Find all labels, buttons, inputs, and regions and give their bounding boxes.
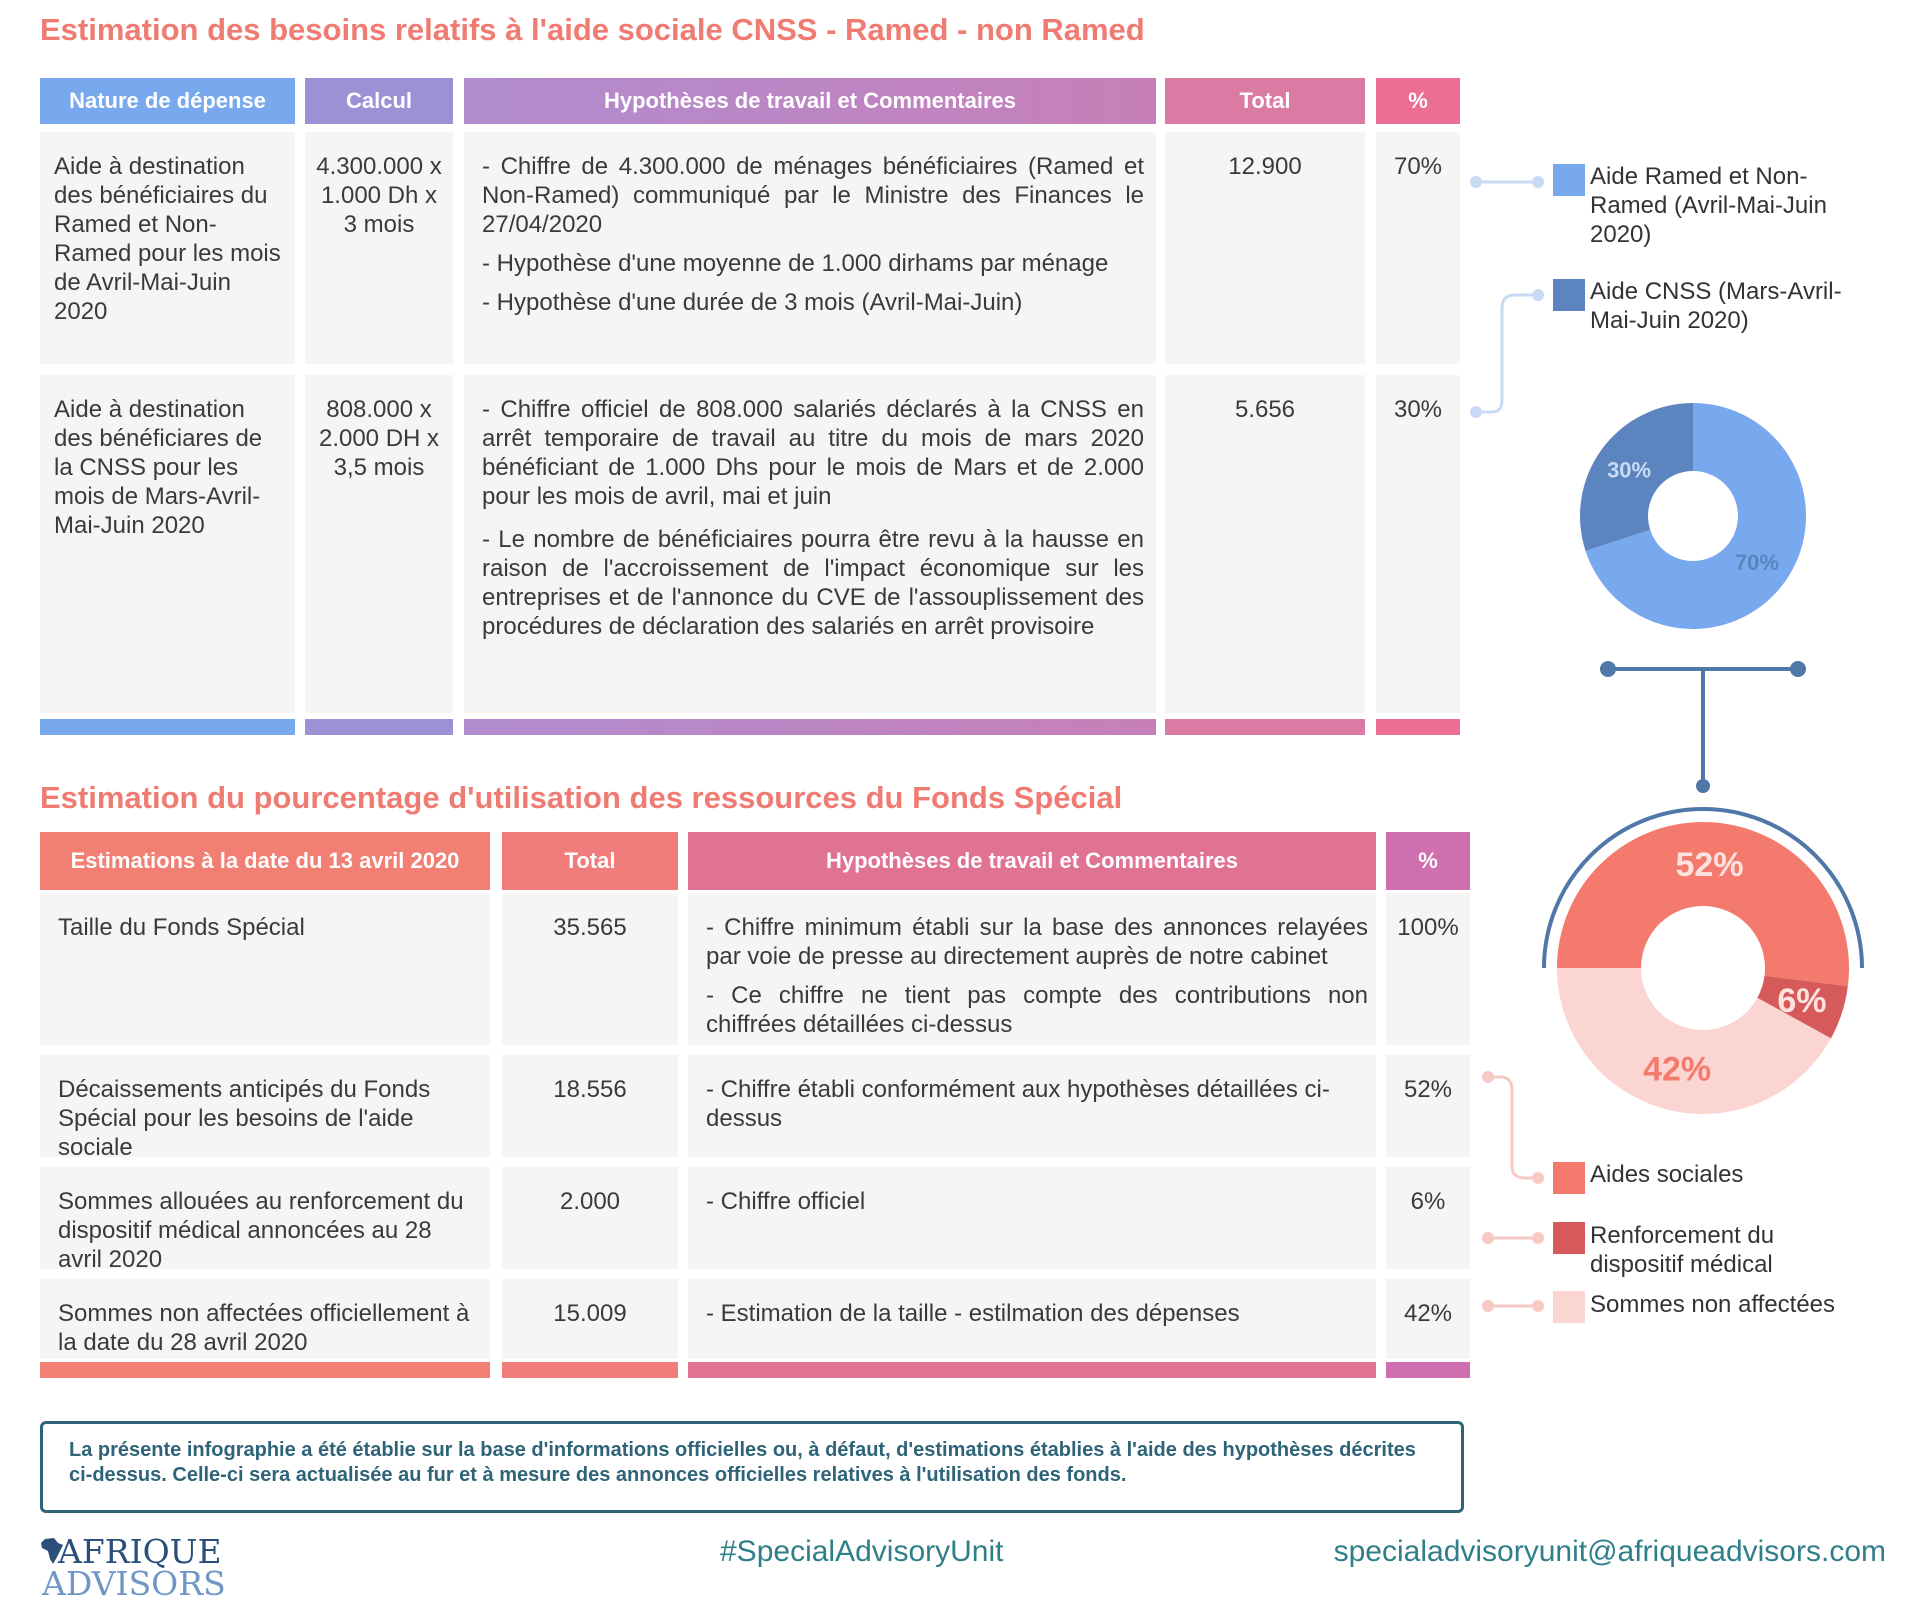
- legend-swatch-non-affectees: [1553, 1291, 1585, 1323]
- legend-swatch-cnss: [1553, 279, 1585, 311]
- s1-row2-hyp1: - Chiffre officiel de 808.000 salariés déclarés à la CNSS en arrêt temporaire de travail au titre du mois de mars 2020 bénéficiant de 1.000 Dhs pour le mois de Mars et de 2.000 pour les mois de avril, mai et juin: [482, 396, 1144, 510]
- s2-row1-hyp1: - Chiffre minimum établi sur la base des annonces relayées par voie de presse au directement auprès de notre cabinet: [706, 914, 1368, 970]
- s2-row1-label: Taille du Fonds Spécial: [40, 893, 490, 1045]
- section1-title: Estimation des besoins relatifs à l'aide sociale CNSS - Ramed - non Ramed: [40, 12, 1145, 47]
- logo-line1: AFRIQUE: [58, 1532, 222, 1571]
- legend-swatch-aides-sociales: [1553, 1162, 1585, 1194]
- legend-label-cnss: Aide CNSS (Mars-Avril-Mai-Juin 2020): [1590, 278, 1842, 334]
- pie-chart-aides: [1580, 403, 1806, 629]
- pie2-label-0: 52%: [1675, 846, 1744, 885]
- s1-row2-calcul: 808.000 x 2.000 DH x 3,5 mois: [305, 375, 453, 713]
- legend-swatch-renforcement: [1553, 1222, 1585, 1254]
- s1-bar-hypotheses: [464, 719, 1156, 735]
- header-total: Total: [1165, 78, 1365, 124]
- connector-aides-sociales: [1482, 1071, 1544, 1184]
- header-total2: Total: [502, 832, 678, 890]
- pie-chart-fonds: [1557, 822, 1849, 1114]
- footer-hashtag: #SpecialAdvisoryUnit: [720, 1535, 1004, 1568]
- logo-line2: ADVISORS: [42, 1564, 226, 1603]
- s1-row1-calcul: 4.300.000 x 1.000 Dh x 3 mois: [305, 132, 453, 364]
- s2-bar-pct: [1386, 1362, 1470, 1378]
- s2-row4-pct: 42%: [1386, 1279, 1470, 1359]
- s2-row4-total: 15.009: [502, 1279, 678, 1359]
- s2-row1-hypotheses: [688, 893, 1376, 1045]
- header-calcul: Calcul: [305, 78, 453, 124]
- s1-row2-hypotheses: [464, 375, 1156, 713]
- s1-row1-hypotheses: [464, 132, 1156, 364]
- header-hypotheses: Hypothèses de travail et Commentaires: [464, 78, 1156, 124]
- s2-row1-pct: 100%: [1386, 893, 1470, 1045]
- s2-row4-label: Sommes non affectées officiellement à la date du 28 avril 2020: [40, 1279, 490, 1359]
- legend-swatch-ramed: [1553, 164, 1585, 196]
- s1-row1-total: 12.900: [1165, 132, 1365, 364]
- header-pct2: %: [1386, 832, 1470, 890]
- s1-row2-hyp2: - Le nombre de bénéficiaires pourra être revu à la hausse en raison de l'accroissement de l'impact économique sur les entreprises et de l'annonce du CVE de l'assouplissement des procédures de déclaration des salariés en arrêt provisoire: [482, 526, 1144, 640]
- s2-row3-total: 2.000: [502, 1167, 678, 1269]
- connector-renforcement: [1482, 1232, 1544, 1244]
- s2-row2-label: Décaissements anticipés du Fonds Spécial pour les besoins de l'aide sociale: [40, 1055, 490, 1157]
- s1-row1-hyp2: - Hypothèse d'une moyenne de 1.000 dirhams par ménage: [482, 250, 1109, 277]
- s1-row2-nature: Aide à destination des bénéficiares de la CNSS pour les mois de Mars-Avril-Mai-Juin 2020: [40, 375, 295, 713]
- s1-row2-total: 5.656: [1165, 375, 1365, 713]
- s1-bar-total: [1165, 719, 1365, 735]
- pie1-label-0: 70%: [1734, 550, 1779, 576]
- header-nature: Nature de dépense: [40, 78, 295, 124]
- footer-email[interactable]: specialadvisoryunit@afriqueadvisors.com: [1333, 1535, 1886, 1568]
- s1-row1-pct: 70%: [1376, 132, 1460, 364]
- s2-row2-hypotheses: [688, 1055, 1376, 1157]
- s1-row1-hyp3: - Hypothèse d'une durée de 3 mois (Avril-Mai-Juin): [482, 289, 1023, 316]
- connector-cnss: [1470, 289, 1544, 418]
- s2-row2-total: 18.556: [502, 1055, 678, 1157]
- s1-row1-hyp1: - Chiffre de 4.300.000 de ménages bénéficiaires (Ramed et Non-Ramed) communiqué par le Ministre des Finances le 27/04/2020: [482, 153, 1144, 238]
- legend-label-renforcement: Renforcement du dispositif médical: [1590, 1222, 1775, 1278]
- disclaimer-note: La présente infographie a été établie sur la base d'informations officielles ou, à défaut, d'estimations établies à l'aide des hypothèses décrites ci-dessus. Celle-ci sera actualisée au fur et à mesure des annonces officielles relatives à l'utilisation des fonds.: [40, 1421, 1464, 1513]
- s2-row3-hypotheses: [688, 1167, 1376, 1269]
- pie2-label-2: 42%: [1643, 1050, 1712, 1089]
- s2-bar-hypotheses: [688, 1362, 1376, 1378]
- s1-bar-nature: [40, 719, 295, 735]
- connector-ramed: [1470, 176, 1544, 188]
- s2-row2-pct: 52%: [1386, 1055, 1470, 1157]
- s1-bar-pct: [1376, 719, 1460, 735]
- section2-title: Estimation du pourcentage d'utilisation des ressources du Fonds Spécial: [40, 780, 1123, 815]
- s1-row1-nature: Aide à destination des bénéficiaires du Ramed et Non-Ramed pour les mois de Avril-Mai-Juin 2020: [40, 132, 295, 364]
- legend-label-non-affectees: Sommes non affectées: [1590, 1291, 1836, 1318]
- legend-label-ramed: Aide Ramed et Non-Ramed (Avril-Mai-Juin 2020): [1590, 163, 1827, 248]
- header-hypotheses2: Hypothèses de travail et Commentaires: [688, 832, 1376, 890]
- connector-non-affectees: [1482, 1300, 1544, 1312]
- pie1-label-1: 30%: [1607, 457, 1652, 483]
- s2-row1-total: 35.565: [502, 893, 678, 1045]
- s1-row2-pct: 30%: [1376, 375, 1460, 713]
- s2-row3-label: Sommes allouées au renforcement du dispositif médical annoncées au 28 avril 2020: [40, 1167, 490, 1269]
- pie2-label-1: 6%: [1777, 982, 1827, 1021]
- s2-row4-hyp1: - Estimation de la taille - estilmation des dépenses: [706, 1300, 1240, 1327]
- s2-row3-pct: 6%: [1386, 1167, 1470, 1269]
- s2-row4-hypotheses: [688, 1279, 1376, 1359]
- header-estimations: Estimations à la date du 13 avril 2020: [40, 832, 490, 890]
- s2-row1-hyp2: - Ce chiffre ne tient pas compte des contributions non chiffrées détaillées ci-dessus: [706, 982, 1368, 1038]
- s2-row3-hyp1: - Chiffre officiel: [706, 1188, 866, 1215]
- legend-label-aides-sociales: Aides sociales: [1590, 1161, 1744, 1188]
- s1-bar-calcul: [305, 719, 453, 735]
- s2-bar-estimations: [40, 1362, 490, 1378]
- s2-row2-hyp1: - Chiffre établi conformément aux hypothèses détaillées ci-dessus: [706, 1076, 1330, 1132]
- header-pct: %: [1376, 78, 1460, 124]
- s2-bar-total: [502, 1362, 678, 1378]
